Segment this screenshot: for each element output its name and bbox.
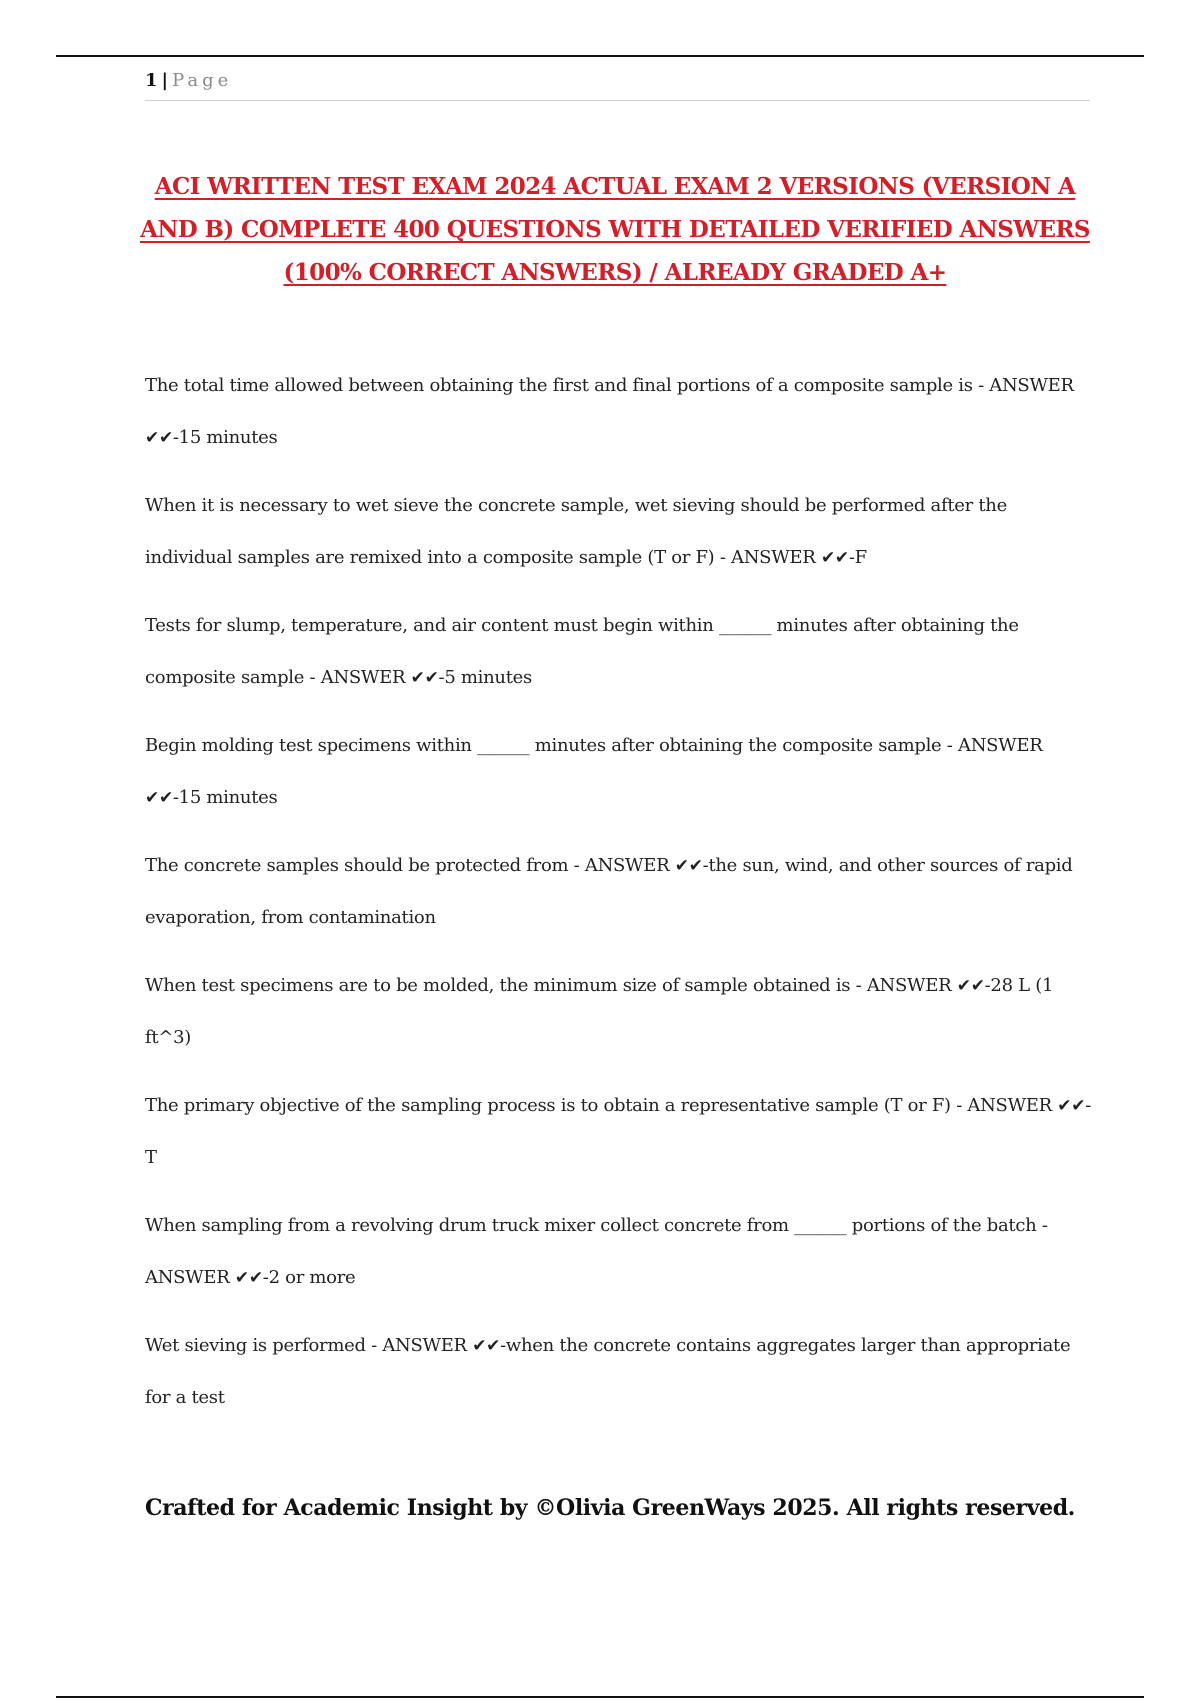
- answer-text: -2 or more: [262, 1267, 356, 1288]
- page-header: [145, 70, 1090, 101]
- check-icon: ✔✔: [410, 668, 439, 688]
- question-text: When test specimens are to be molded, the minimum size of sample obtained is - ANSWER: [145, 975, 957, 996]
- document-title: ACI WRITTEN TEST EXAM 2024 ACTUAL EXAM 2 VERSIONS (VERSION A AND B) COMPLETE 400 QUESTIONS WITH DETAILED VERIFIED ANSWERS (100% CORRECT ANSWERS) / ALREADY GRADED A+: [140, 173, 1090, 286]
- qa-item: [145, 600, 1095, 704]
- copyright-footer: Crafted for Academic Insight by ©Olivia GreenWays 2025. All rights reserved.: [145, 1495, 1075, 1521]
- qa-item: [145, 1320, 1095, 1424]
- answer-text: -28 L (1 ft^3): [145, 975, 1054, 1048]
- question-text: The primary objective of the sampling process is to obtain a representative sample (T or F) - ANSWER: [145, 1095, 1058, 1116]
- page-separator: |: [161, 70, 169, 91]
- check-icon: ✔✔: [820, 548, 849, 568]
- qa-item: [145, 360, 1095, 464]
- top-rule: [56, 55, 1144, 57]
- question-text: Tests for slump, temperature, and air content must begin within ______ minutes after obtaining the composite sample - ANSWER: [145, 615, 1019, 688]
- qa-item: [145, 960, 1095, 1064]
- check-icon: ✔✔: [234, 1268, 263, 1288]
- question-text: When sampling from a revolving drum truck mixer collect concrete from ______ portions of the batch - ANSWER: [145, 1215, 1048, 1288]
- check-icon: ✔✔: [472, 1336, 501, 1356]
- qa-list: [145, 360, 1095, 1440]
- check-icon: ✔✔: [674, 856, 703, 876]
- qa-item: [145, 480, 1095, 584]
- answer-text: -when the concrete contains aggregates larger than appropriate for a test: [145, 1335, 1071, 1408]
- answer-text: -the sun, wind, and other sources of rapid evaporation, from contamination: [145, 855, 1073, 928]
- answer-text: -5 minutes: [438, 667, 532, 688]
- question-text: Begin molding test specimens within ______ minutes after obtaining the composite sample - ANSWER: [145, 735, 1043, 756]
- question-text: The concrete samples should be protected from - ANSWER: [145, 855, 675, 876]
- qa-item: [145, 1200, 1095, 1304]
- question-text: Wet sieving is performed - ANSWER: [145, 1335, 473, 1356]
- question-text: The total time allowed between obtaining the first and final portions of a composite sample is - ANSWER: [145, 375, 1074, 396]
- answer-text: -F: [848, 547, 867, 568]
- check-icon: ✔✔: [145, 788, 173, 808]
- answer-text: -T: [145, 1095, 1091, 1168]
- qa-item: [145, 720, 1095, 824]
- page-label: Page: [172, 70, 233, 91]
- check-icon: ✔✔: [1057, 1096, 1086, 1116]
- question-text: When it is necessary to wet sieve the concrete sample, wet sieving should be performed after the individual samples are remixed into a composite sample (T or F) - ANSWER: [145, 495, 1007, 568]
- answer-text: -15 minutes: [172, 427, 278, 448]
- qa-item: [145, 840, 1095, 944]
- check-icon: ✔✔: [145, 428, 173, 448]
- check-icon: ✔✔: [956, 976, 985, 996]
- qa-item: [145, 1080, 1095, 1184]
- page-number: 1: [145, 70, 158, 91]
- bottom-rule: [56, 1696, 1144, 1698]
- answer-text: -15 minutes: [172, 787, 278, 808]
